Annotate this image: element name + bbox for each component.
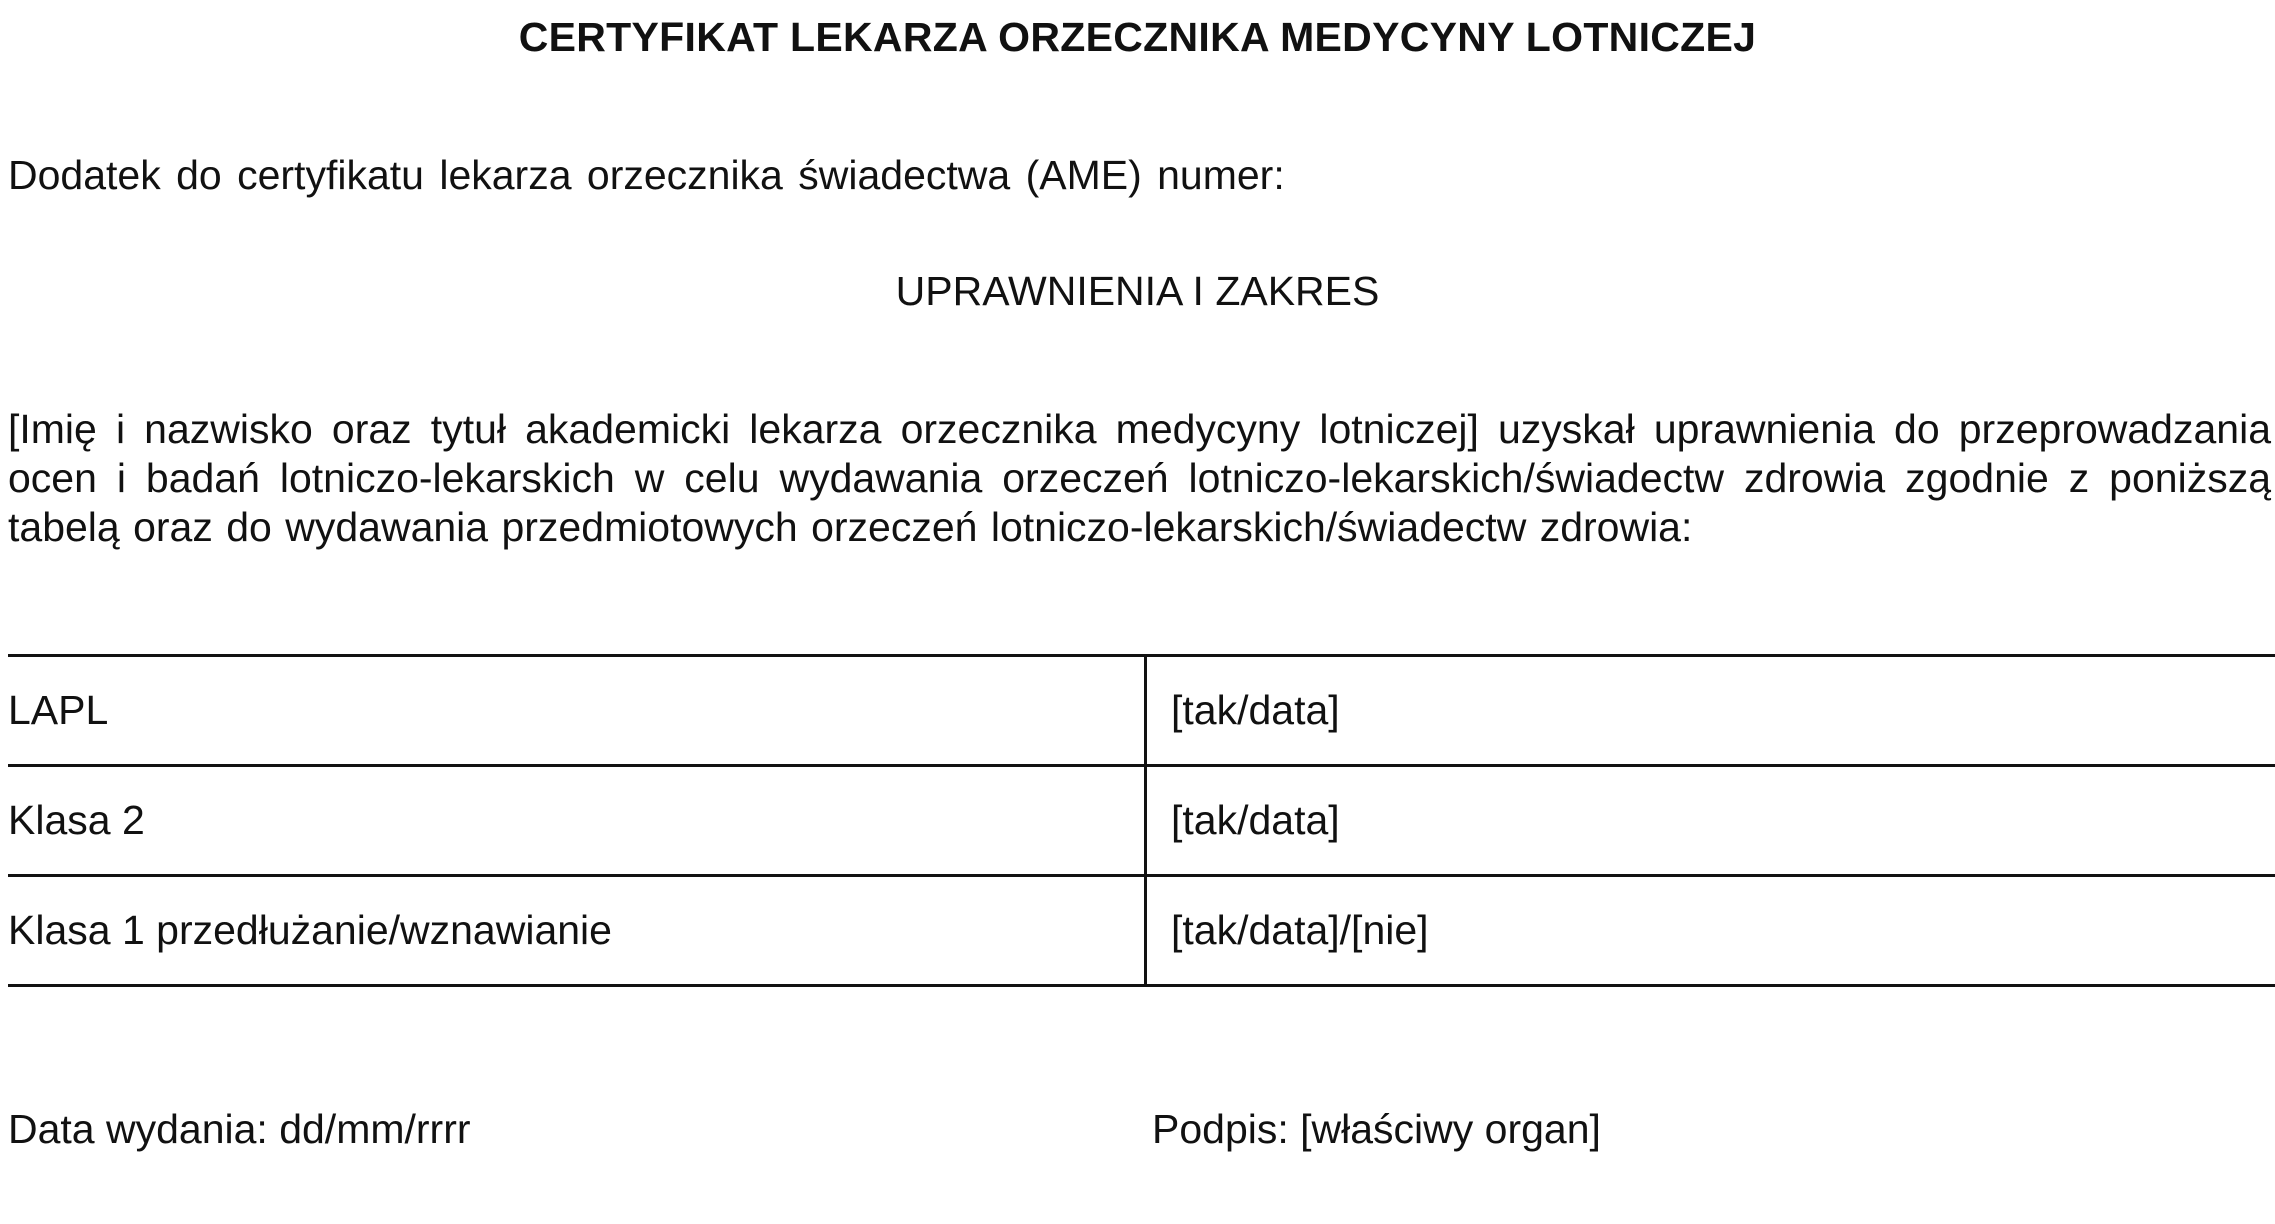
row-value-class-1: [tak/data]/[nie] — [1146, 876, 2275, 986]
table-row — [8, 766, 2275, 876]
table-row — [8, 876, 2275, 986]
table-row — [8, 656, 2275, 766]
row-label-class-1: Klasa 1 przedłużanie/wznawianie — [8, 876, 1146, 986]
addendum-number-label: Dodatek do certyfikatu lekarza orzecznika świadectwa (AME) numer: — [8, 152, 1285, 198]
scope-paragraph: [Imię i nazwisko oraz tytuł akademicki lekarza orzecznika medycyny lotniczej] uzyskał uprawnienia do przeprowadzania ocen i badań lotniczo-lekarskich w celu wydawania orzeczeń lotniczo-lekarskich/świadectw zdrowia zgodnie z poniższą tabelą oraz do wydawania przedmiotowych orzeczeń lotniczo-lekarskich/świadectw zdrowia: — [8, 406, 2271, 550]
signature-field: Podpis: [właściwy organ] — [1152, 1106, 1601, 1152]
row-value-class-2: [tak/data] — [1146, 766, 2275, 876]
row-label-lapl: LAPL — [8, 656, 1146, 766]
row-value-lapl: [tak/data] — [1146, 656, 2275, 766]
section-heading: UPRAWNIENIA I ZAKRES — [895, 268, 1380, 314]
document-title: CERTYFIKAT LEKARZA ORZECZNIKA MEDYCYNY LOTNICZEJ — [518, 14, 1757, 60]
privileges-table — [8, 654, 2275, 987]
row-label-class-2: Klasa 2 — [8, 766, 1146, 876]
issue-date-field: Data wydania: dd/mm/rrrr — [8, 1106, 471, 1152]
